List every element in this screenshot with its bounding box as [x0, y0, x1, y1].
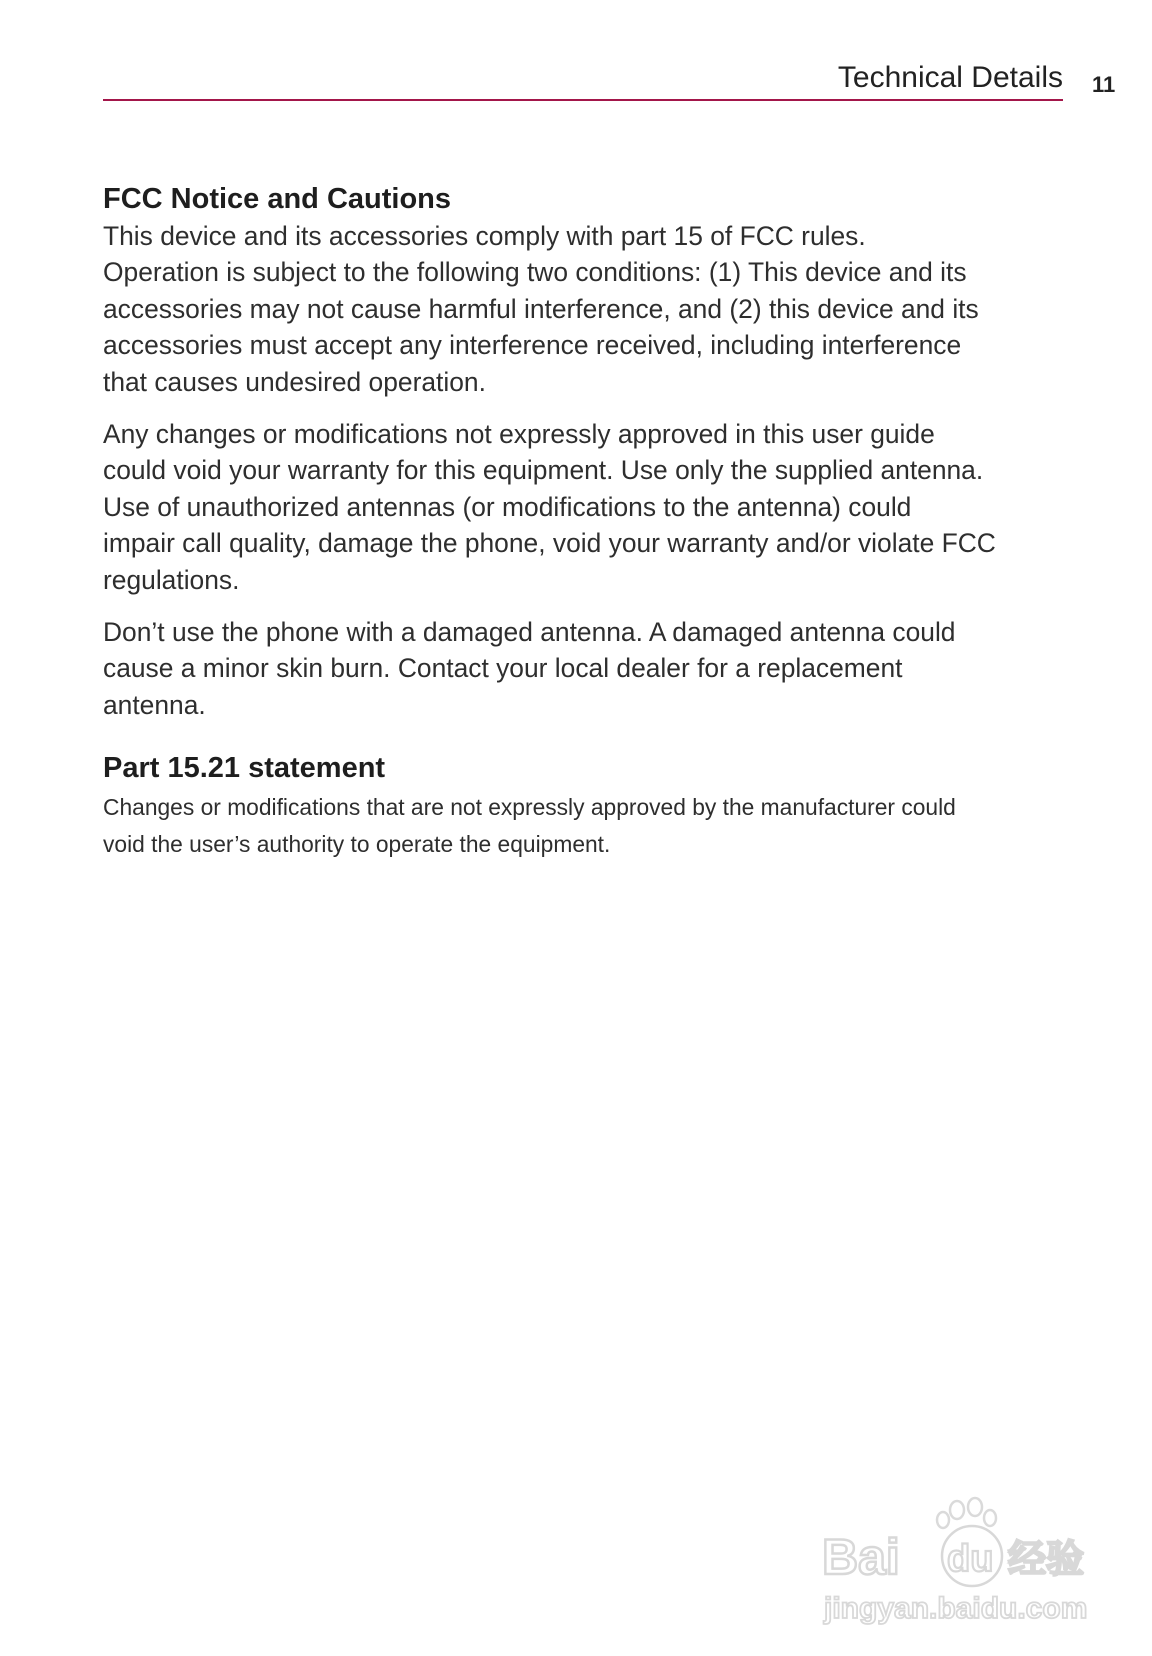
text-line: Use of unauthorized antennas (or modifications to the antenna) could	[103, 491, 912, 522]
part15-heading: Part 15.21 statement	[103, 752, 386, 785]
section-title: Technical Details	[837, 61, 1063, 94]
text-line: This device and its accessories comply with part 15 of FCC rules.	[103, 221, 866, 251]
text-line: Any changes or modifications not expressly approved in this user guide	[103, 419, 935, 450]
text-line: could void your warranty for this equipment. Use only the supplied antenna.	[103, 455, 984, 486]
text-line: regulations.	[103, 564, 240, 595]
text-line: impair call quality, damage the phone, void your warranty and/or violate FCC	[103, 528, 996, 559]
watermark-brand-left: Bai	[822, 1529, 900, 1585]
page-number: 11	[1092, 72, 1116, 97]
text-line: that causes undesired operation.	[103, 366, 486, 397]
paw-icon	[937, 1498, 996, 1528]
text-line: antenna.	[103, 689, 206, 720]
text-line: Changes or modifications that are not expressly approved by the manufacturer could	[103, 794, 956, 821]
fcc-paragraph-2	[103, 416, 1073, 598]
watermark-brand-cn: 经验	[1008, 1537, 1085, 1581]
page-content	[103, 180, 1073, 862]
text-line: accessories must accept any interference received, including interference	[103, 330, 962, 361]
watermark-url: jingyan.baidu.com	[824, 1592, 1088, 1625]
text-line: void the user’s authority to operate the equipment.	[103, 830, 611, 857]
fcc-paragraph-3	[103, 614, 1073, 723]
header-rule	[103, 99, 1063, 101]
text-line: accessories may not cause harmful interference, and (2) this device and its	[103, 293, 979, 324]
baidu-jingyan-watermark	[822, 1496, 1092, 1628]
text-line: Operation is subject to the following two conditions: (1) This device and its	[103, 257, 967, 288]
text-line: cause a minor skin burn. Contact your local dealer for a replacement	[103, 653, 903, 684]
running-header	[103, 58, 1063, 102]
fcc-paragraph-1	[103, 218, 1073, 400]
fcc-heading: FCC Notice and Cautions	[103, 183, 452, 215]
watermark-brand-mid: du	[947, 1538, 994, 1580]
text-line: Don’t use the phone with a damaged antenna. A damaged antenna could	[103, 617, 956, 648]
part15-paragraph	[103, 789, 1073, 862]
